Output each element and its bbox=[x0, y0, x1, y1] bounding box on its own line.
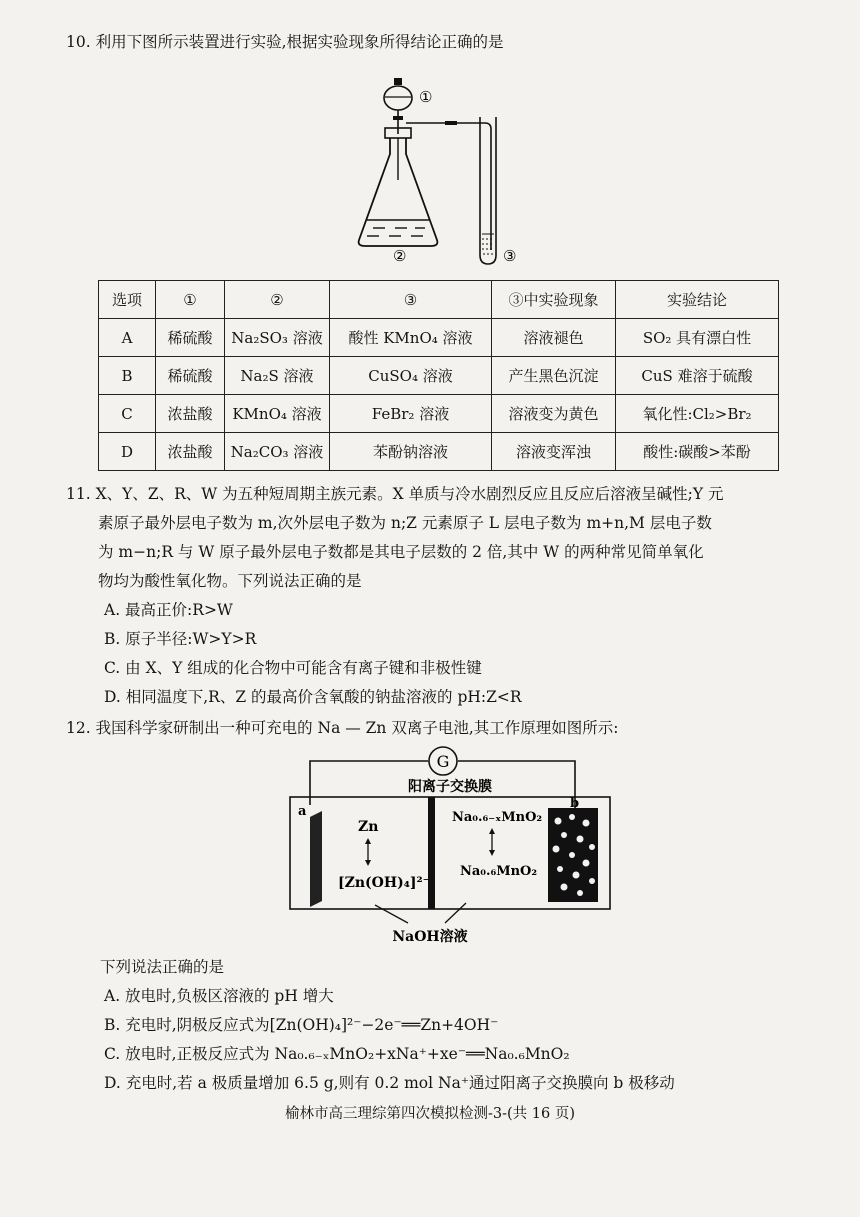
q12-option-b: B. 充电时,阴极反应式为[Zn(OH)₄]²⁻−2e⁻══Zn+4OH⁻ bbox=[104, 1016, 499, 1034]
battery-figure bbox=[280, 745, 620, 950]
table-row: A 稀硫酸 Na₂SO₃ 溶液 酸性 KMnO₄ 溶液 溶液褪色 SO₂ 具有漂白性 bbox=[99, 319, 779, 357]
svg-text:Na₀.₆MnO₂: Na₀.₆MnO₂ bbox=[460, 864, 538, 879]
q12-lead: 下列说法正确的是 bbox=[100, 958, 225, 976]
q11-line: 11. X、Y、Z、R、W 为五种短周期主族元素。X 单质与冷水剧烈反应且反应后溶液呈碱性;Y 元 bbox=[66, 485, 724, 503]
table-row: B 稀硫酸 Na₂S 溶液 CuSO₄ 溶液 产生黑色沉淀 CuS 难溶于硫酸 bbox=[99, 357, 779, 395]
table-row: C 浓盐酸 KMnO₄ 溶液 FeBr₂ 溶液 溶液变为黄色 氧化性:Cl₂>Br₂ bbox=[99, 395, 779, 433]
q11-line: 物均为酸性氧化物。下列说法正确的是 bbox=[98, 572, 362, 590]
test-tube bbox=[480, 117, 496, 264]
svg-text:G: G bbox=[436, 752, 450, 771]
svg-text:a: a bbox=[298, 804, 307, 819]
electrode-a bbox=[310, 811, 322, 907]
q10-table bbox=[98, 280, 779, 471]
funnel-bulb bbox=[384, 86, 412, 110]
q12-option-d: D. 充电时,若 a 极质量增加 6.5 g,则有 0.2 mol Na⁺通过阳离子交换膜向 b 极移动 bbox=[104, 1074, 675, 1092]
q12-option-c: C. 放电时,正极反应式为 Na₀.₆₋ₓMnO₂+xNa⁺+xe⁻══Na₀.₆MnO₂ bbox=[104, 1045, 570, 1063]
label-2: ② bbox=[393, 247, 407, 265]
svg-text:[Zn(OH)₄]²⁻: [Zn(OH)₄]²⁻ bbox=[338, 875, 430, 891]
q11-option-d: D. 相同温度下,R、Z 的最高价含氧酸的钠盐溶液的 pH:Z<R bbox=[104, 688, 522, 706]
delivery-tube bbox=[406, 123, 491, 250]
label-3: ③ bbox=[503, 247, 517, 265]
page-footer: 榆林市高三理综第四次模拟检测-3-(共 16 页) bbox=[284, 1106, 575, 1122]
q11-option-a: A. 最高正价:R>W bbox=[104, 601, 233, 619]
q11-option-c: C. 由 X、Y 组成的化合物中可能含有离子键和非极性键 bbox=[104, 659, 482, 677]
table-row: D 浓盐酸 Na₂CO₃ 溶液 苯酚钠溶液 溶液变浑浊 酸性:碳酸>苯酚 bbox=[99, 433, 779, 471]
apparatus-figure bbox=[345, 72, 535, 272]
electrolyte-label: NaOH溶液 bbox=[392, 929, 468, 945]
q10-stem: 10. 利用下图所示装置进行实验,根据实验现象所得结论正确的是 bbox=[66, 33, 504, 51]
svg-text:Na₀.₆₋ₓMnO₂: Na₀.₆₋ₓMnO₂ bbox=[452, 810, 543, 825]
q12-stem: 12. 我国科学家研制出一种可充电的 Na — Zn 双离子电池,其工作原理如图所示: bbox=[66, 719, 619, 737]
q11-line: 为 m−n;R 与 W 原子最外层电子数都是其电子层数的 2 倍,其中 W 的两种常见简单氧化 bbox=[98, 543, 704, 561]
table-header-row: 选项 ① ② ③ ③中实验现象 实验结论 bbox=[99, 281, 779, 319]
label-1: ① bbox=[419, 88, 433, 106]
svg-text:b: b bbox=[570, 796, 580, 811]
q11-line: 素原子最外层电子数为 m,次外层电子数为 n;Z 元素原子 L 层电子数为 m+n,M 层电子数 bbox=[98, 514, 712, 532]
q11-option-b: B. 原子半径:W>Y>R bbox=[104, 630, 257, 648]
membrane-label: 阳离子交换膜 bbox=[408, 779, 492, 795]
q12-option-a: A. 放电时,负极区溶液的 pH 增大 bbox=[104, 987, 334, 1005]
svg-text:Zn: Zn bbox=[358, 819, 379, 835]
membrane bbox=[428, 797, 435, 909]
